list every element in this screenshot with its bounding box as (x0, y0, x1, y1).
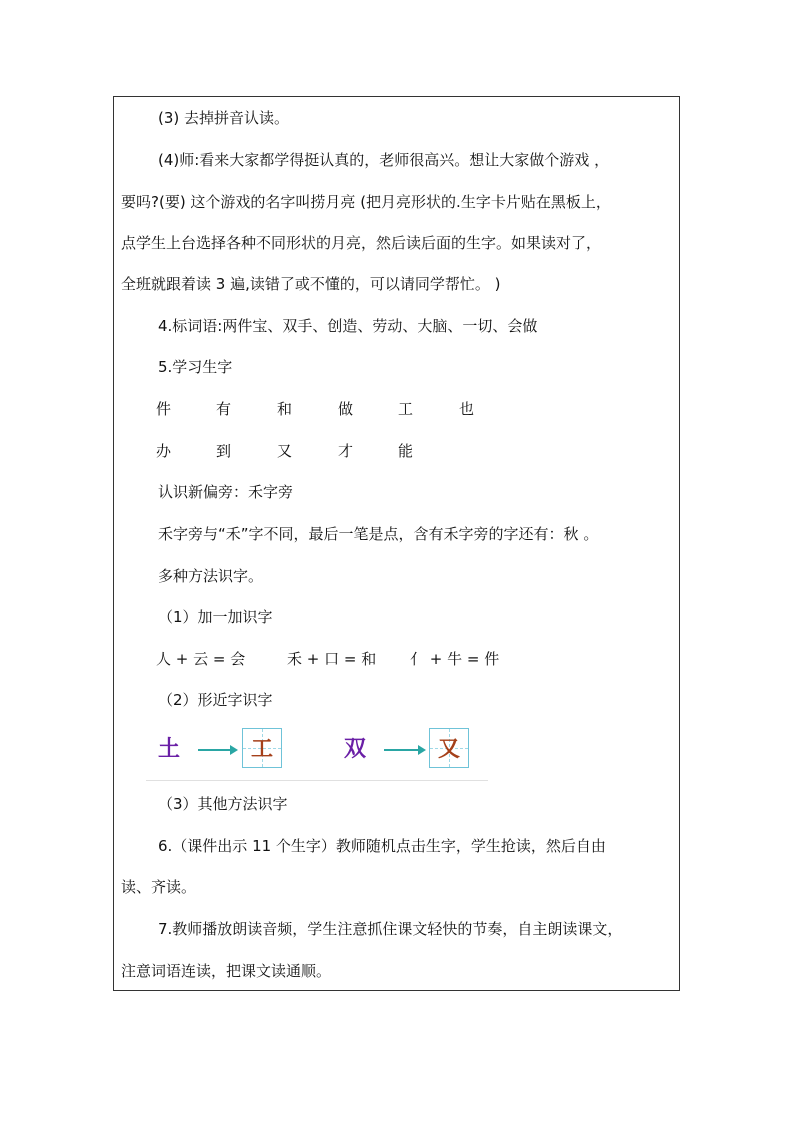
step-remove-pinyin: (3) 去掉拼音认读。 (158, 109, 290, 127)
target-character: 工 (250, 736, 273, 762)
character: 工 (398, 400, 414, 418)
audio-paragraph-line-2: 注意词语连读，把课文读通顺。 (121, 962, 332, 980)
character: 也 (459, 400, 475, 418)
learn-characters-heading: 5.学习生字 (158, 358, 233, 376)
game-paragraph-line-2: 要吗?(要) 这个游戏的名字叫捞月亮 (把月亮形状的.生字卡片贴在黑板上， (121, 193, 611, 211)
character: 到 (216, 442, 232, 460)
character: 有 (216, 400, 232, 418)
formula: 亻 + 牛 = 件 (410, 650, 500, 668)
arrow-right-icon (384, 749, 418, 751)
divider (146, 780, 488, 781)
add-method-heading: （1）加一加识字 (158, 608, 273, 626)
courseware-paragraph-line-1: 6.（课件出示 11 个生字）教师随机点击生字，学生抢读，然后自由 (158, 837, 606, 855)
courseware-paragraph-line-2: 读、齐读。 (121, 878, 197, 896)
character: 办 (156, 442, 172, 460)
methods-heading: 多种方法识字。 (158, 567, 264, 585)
similar-method-heading: （2）形近字识字 (158, 691, 273, 709)
tianzige-grid (242, 728, 282, 768)
formula: 人 + 云 = 会 (156, 650, 246, 668)
character: 做 (338, 400, 354, 418)
game-paragraph-line-3: 点学生上台选择各种不同形状的月亮，然后读后面的生字。如果读对了， (121, 234, 602, 252)
tianzige-grid (429, 728, 469, 768)
source-character: 双 (344, 736, 367, 762)
arrow-head-icon (230, 745, 238, 755)
target-character: 又 (437, 736, 460, 762)
formula: 禾 + 口 = 和 (287, 650, 377, 668)
arrow-right-icon (198, 749, 230, 751)
similar-characters-diagram (146, 724, 488, 782)
character: 又 (277, 442, 293, 460)
vocabulary-heading: 4.标词语:两件宝、双手、创造、劳动、大脑、一切、会做 (158, 317, 538, 335)
character: 才 (338, 442, 354, 460)
new-radical-heading: 认识新偏旁：禾字旁 (158, 483, 294, 501)
game-paragraph-line-1: (4)师:看来大家都学得挺认真的，老师很高兴。想让大家做个游戏 ， (158, 151, 610, 169)
character: 和 (277, 400, 293, 418)
source-character: 土 (158, 736, 181, 762)
character: 件 (156, 400, 172, 418)
radical-explanation: 禾字旁与“禾”字不同，最后一笔是点，含有禾字旁的字还有：秋 。 (158, 525, 599, 543)
other-method-heading: （3）其他方法识字 (158, 795, 288, 813)
audio-paragraph-line-1: 7.教师播放朗读音频，学生注意抓住课文轻快的节奏，自主朗读课文， (158, 920, 623, 938)
game-paragraph-line-4: 全班就跟着读 3 遍,读错了或不懂的，可以请同学帮忙。 ) (121, 275, 501, 293)
character: 能 (398, 442, 414, 460)
arrow-head-icon (418, 745, 426, 755)
